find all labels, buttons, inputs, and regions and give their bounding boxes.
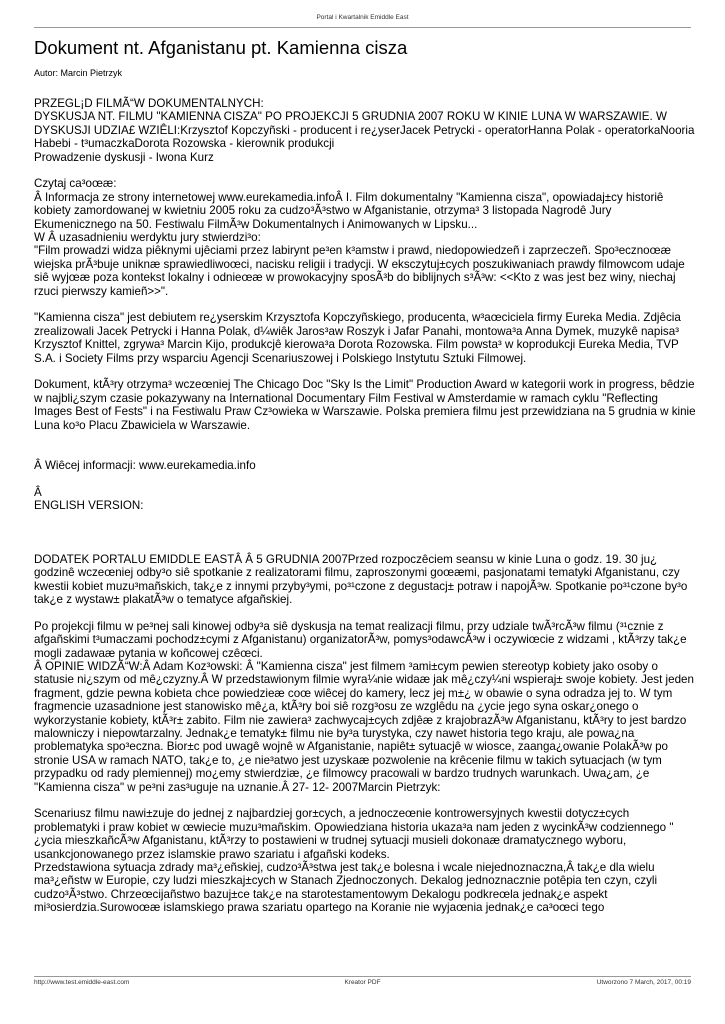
footer-created-date: Utworzono 7 March, 2017, 00:19 <box>596 979 691 986</box>
document-author: Autor: Marcin Pietrzyk <box>34 68 123 78</box>
after-screening-paragraph: Po projekcji filmu w pe³nej sali kinowej odby³a siê dyskusja na temat realizacji filmu, przy udziale twÃ³rcÃ³w filmu (³¹cznie z afgañskimi t³umaczami pochodz±cymi z Afganistanu) organizatorÃ³w, pomys³odawcÃ³w i oczywiœcie z widzami , ktÃ³rzy tak¿e mogli zadawaæ pytania w koñcowej czêœci. <box>34 619 687 660</box>
english-version-heading: ENGLISH VERSION: <box>34 499 144 513</box>
header-divider <box>34 27 691 28</box>
portal-header-title: Portal i Kwartalnik Emiddle East <box>316 14 409 21</box>
section-read-all <box>34 177 696 298</box>
jury-quote: "Film prowadzi widza piêknymi ujêciami przez labirynt pe³en k³amstw i prawd, niedopowiedzeñ i zaprzeczeñ. Spo³ecznoœæ wiejska prÃ³buje uniknæ sprawiedliwoœci, nacisku religii i tradycji. W eksczytuj±cych poszukiwaniach prawdy filmowcom udaje siê wyjœæ poza kontekst lokalny i odnieœæ w prowokacyjny sposÃ³b do biblijnych s³Ã³w: <<Kto z was jest bez winy, niechaj rzuci pierwszy kamieñ>>". <box>34 244 685 298</box>
footer-divider <box>34 976 691 977</box>
adultery-paragraph: Przedstawiona sytuacja zdrady ma³¿eñskiej, cudzo³Ã³stwa jest tak¿e bolesna i wcale niejednoznaczna,Â tak¿e dla wielu ma³¿eñstw w Europie, czy ludzi mieszkaj±cych w Stanach Zjednoczonych. Dekalog jednoznacznie potêpia ten czyn, czyli cudzo³Ã³stwo. Chrzeœcijañstwo bazuj±ce tak¿e na starotestamentowym Dekalogu podkreœla jednak¿e aspekt mi³osierdzia.Surowoœæ islamskiego prawa szariatu opartego na Koranie nie wyjaœnia jednak¿e ca³oœci tego <box>34 861 658 915</box>
section-discussion-info <box>34 97 696 164</box>
read-all-label: Czytaj ca³oœæ: <box>34 177 117 191</box>
screenplay-paragraph: Scenariusz filmu nawi±zuje do jednej z najbardziej gor±cych, a jednoczeœnie kontrowersyjnych kwestii dotycz±cych problematyki i praw kobiet w œwiecie muzu³mañskim. Opowiedziana historia ukaza³a nam jeden z wycinkÃ³w codziennego " ¿ycia mieszkañcÃ³w Afganistanu, ktÃ³rzy to postawieni w trudnej sytuacji musieli dokonaæ dramatycznego wyboru, usankcjonowanego przez islamskie prawo szariatu i afgañski kodeks. <box>34 807 674 861</box>
more-info-link[interactable]: Â Wiêcej informacji: www.eurekamedia.info <box>34 458 256 472</box>
stray-character: Â <box>34 485 42 499</box>
section-opinions <box>34 620 696 794</box>
footer-url[interactable]: http://www.test.emiddle-east.com <box>34 979 130 986</box>
discussion-participants: DYSKUSJA NT. FILMU "KAMIENNA CISZA" PO PROJEKCJI 5 GRUDNIA 2007 ROKU W KINIE LUNA W WARSZAWIE. W DYSKUSJI UDZIA£ WZIÊLI:Krzysztof Kopczyñski - producent i re¿yserJacek Petrycki - operatorHanna Polak - operatorkaNooria Habebi - t³umaczkaDorota Rozowska - kierownik produkcji <box>34 110 695 151</box>
discussion-moderator: Prowadzenie dyskusji - Iwona Kurz <box>34 150 214 164</box>
viewer-opinion: Â OPINIE WIDZÃ“W:Â Adam Koz³owski: Â "Kamienna cisza" jest filmem ³ami±cym pewien stereotyp kobiety jako osoby o statusie ni¿szym od mê¿czyzny.Â W przedstawionym filmie wyra¼nie widaæ jak mê¿czy¼ni wspieraj± swoje kobiety. Jest jeden fragment, gdzie pewna kobieta chce powiedzieæ coœ wiêcej do kamery, lecz jej m±¿ w obawie o syna odradza jej to. W tym fragmencie uzasadnione jest stanowisko mê¿a, ktÃ³ry boi siê rozg³osu ze wzglêdu na ¿ycie jego syna oskar¿onego o wykorzystanie kobiety, ktÃ³r± zabito. Film nie zawiera³ zachwycaj±cych zdjêæ z krajobrazÃ³w Afganistanu, ktÃ³ry to jest bardzo malowniczy i niepowtarzalny. Jednak¿e tematyk± filmu nie by³a turystyka, czy nawet historia tego kraju, ale powa¿na problematyka spo³eczna. Bior±c pod uwagê wojnê w Afganistanie, napiêt± sytuacjê w wiosce, zaanga¿owanie PolakÃ³w po stronie USA w ramach NATO, tak¿e to, ¿e nie³atwo jest uzyskaæ pozwolenie na krêcenie filmu w takich sytuacjach (w tym przypadku od rady plemiennej) mo¿emy stwierdziæ, ¿e filmowcy pracowali w bardzo trudnych warunkach. Uwa¿am, ¿e "Kamienna cisza" w pe³ni zas³uguje na uznanie.Â 27- 12- 2007Marcin Pietrzyk: <box>34 659 694 794</box>
spacer <box>34 526 696 553</box>
film-credits-paragraph: "Kamienna cisza" jest debiutem re¿yserskim Krzysztofa Kopczyñskiego, producenta, w³aœciciela firmy Eureka Media. Zdjêcia zrealizowali Jacek Petrycki i Hanna Polak, d¼wiêk Jaros³aw Roszyk i Jafar Panahi, montowa³a Anna Dymek, muzykê napisa³ Krzysztof Knittel, zgrywa³ Marcin Kijo, produkcjê kierowa³a Dorota Rozowska. Film powsta³ w koprodukcji Eureka Media, TVP S.A. i Society Films przy wsparciu Agencji Scenariuszowej i Polskiego Instytutu Sztuki Filmowej. <box>34 311 681 365</box>
jury-justification: W Â uzasadnieniu werdyktu jury stwierdzi³o: <box>34 231 261 245</box>
heading-review: PRZEGL¡D FILMÃ“W DOKUMENTALNYCH: <box>34 97 264 110</box>
spacer <box>34 446 696 459</box>
document-title: Dokument nt. Afganistanu pt. Kamienna cisza <box>34 37 408 58</box>
festival-paragraph: Dokument, ktÃ³ry otrzyma³ wczeœniej The Chicago Doc "Sky Is the Limit" Production Award w kategorii work in progress, bêdzie w najbli¿szym czasie pokazywany na International Documentary Film Festival w Amsterdamie w ramach cyklu "Reflecting Images Best of Fests" i na Festiwalu Praw Cz³owieka w Warszawie. Polska premiera filmu jest przewidziana na 5 grudnia w kinie Luna ko³o Placu Zbawiciela w Warszawie. <box>34 378 696 432</box>
article-body <box>34 97 696 928</box>
portal-addendum-paragraph: DODATEK PORTALU EMIDDLE EASTÂ Â 5 GRUDNIA 2007Przed rozpoczêciem seansu w kinie Luna o godz. 19. 30 ju¿ godzinê wczeœniej odby³o siê spotkanie z realizatorami filmu, zaproszonymi goœæmi, pasjonatami tematyki Afganistanu, czy kwestii kobiet muzu³mañskich, tak¿e z innymi przyby³ymi, po³¹czone z degustacj± potraw i napojÃ³w. Spotkanie po³¹czone by³o tak¿e z wystaw± plakatÃ³w o tematyce afgañskiej. <box>34 552 688 606</box>
film-info-paragraph: Â Informacja ze strony internetowej www.eurekamedia.infoÂ I. Film dokumentalny "Kamienna cisza", opowiadaj±cy historiê kobiety zamordowanej w kwietniu 2005 roku za cudzo³Ã³stwo w Afganistanie, otrzyma³ 3 listopada Nagrodê Jury Ekumenicznego na 50. Festiwalu FilmÃ³w Dokumentalnych i Animowanych w Lipsku... <box>34 190 664 231</box>
section-screenplay <box>34 807 696 914</box>
footer-creator: Kreator PDF <box>344 979 381 986</box>
